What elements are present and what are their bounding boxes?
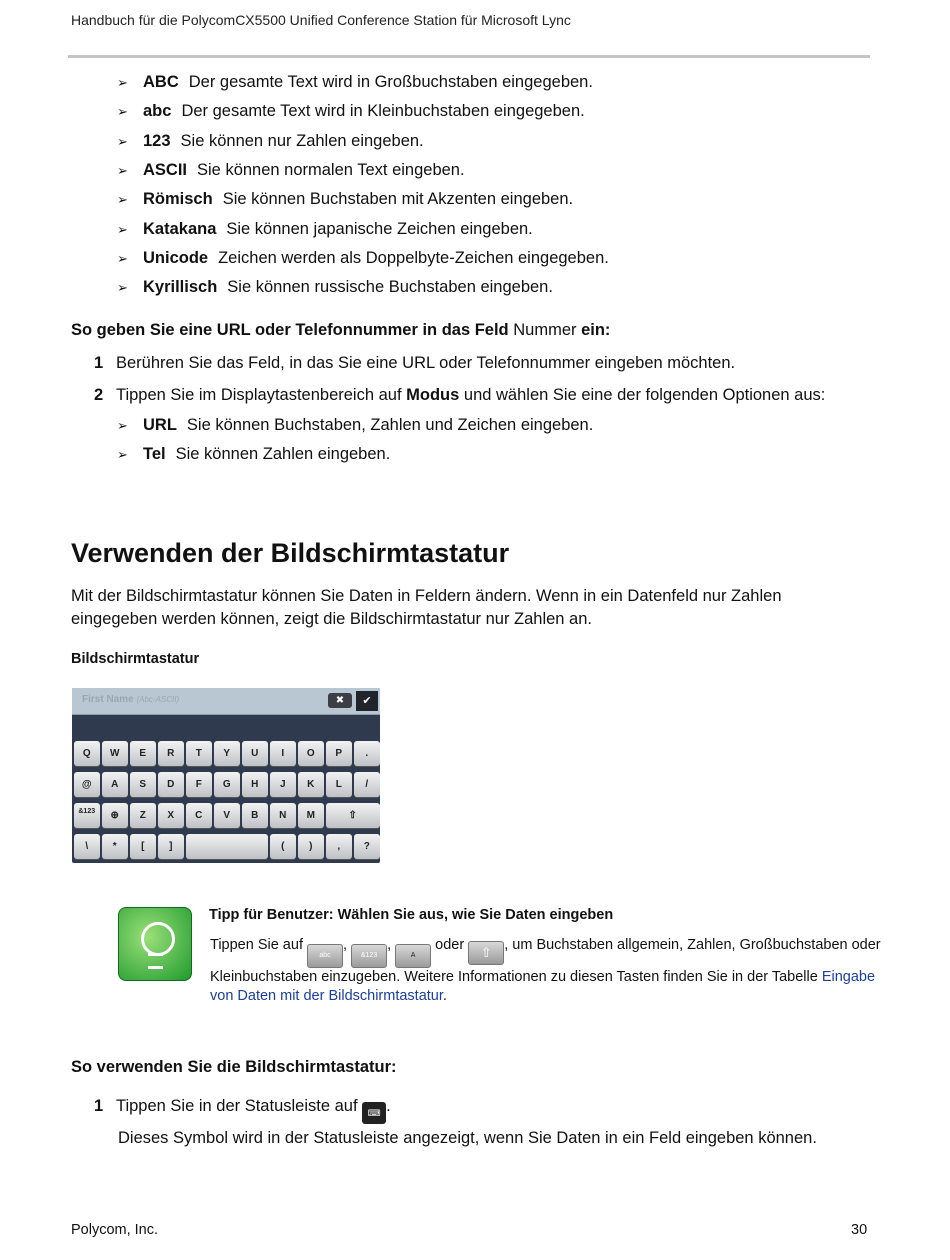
- input-placeholder: First Name (Abc-ASCII): [82, 694, 180, 705]
- step-text: Tippen Sie in der Statusleiste auf: [116, 1097, 358, 1115]
- mode-term: Kyrillisch: [143, 278, 218, 297]
- arrow-bullet-icon: ➢: [117, 418, 128, 433]
- keyboard-key: S: [130, 772, 156, 797]
- section-paragraph: Mit der Bildschirmtastatur können Sie Daten in Feldern ändern. Wenn in ein Datenfeld nur Zahlen eingegeben werden können, zeigt die Bildschirmtastatur nur Zahlen an.: [71, 587, 782, 628]
- url-heading-field: Nummer: [513, 321, 577, 339]
- keyboard-key: .: [354, 741, 380, 766]
- keyboard-key: B: [242, 803, 268, 828]
- tip-body: [210, 936, 900, 1006]
- mode-bullet: [117, 102, 585, 121]
- mode-term: Römisch: [143, 190, 213, 209]
- page-number: 30: [851, 1222, 868, 1238]
- number-key-icon: &123: [351, 944, 387, 968]
- mode-bullet: [117, 161, 465, 180]
- keyboard-key: H: [242, 772, 268, 797]
- keyboard-key: ): [298, 834, 324, 859]
- keyboard-key: P: [326, 741, 352, 766]
- arrow-bullet-icon: ➢: [117, 192, 128, 208]
- keyboard-key: *: [102, 834, 128, 859]
- figure-caption: Bildschirmtastatur: [71, 651, 200, 667]
- tip-text: , um Buchstaben allgemein, Zahlen, Großbuchstaben oder Kleinbuchstaben einzugeben. Weitere Informationen zu diesen Tasten finden Sie in der Tabelle: [210, 937, 881, 985]
- keyboard-key: ,: [326, 834, 352, 859]
- mode-bullet: [117, 278, 553, 297]
- keyboard-key: J: [270, 772, 296, 797]
- step-end: .: [386, 1097, 391, 1115]
- keyboard-key: /: [354, 772, 380, 797]
- keyboard-key: R: [158, 741, 184, 766]
- mode-term: Unicode: [143, 248, 209, 267]
- keyboard-key: \: [74, 834, 100, 859]
- keyboard-key: O: [298, 741, 324, 766]
- tip-sep: ,: [387, 937, 392, 953]
- keyboard-key: (: [270, 834, 296, 859]
- mode-term: Tel: [143, 445, 166, 464]
- backspace-icon: ✖: [328, 693, 352, 708]
- keyboard-key: ?: [354, 834, 380, 859]
- mode-bullet: [117, 73, 593, 92]
- mode-bullet: [117, 445, 390, 464]
- mode-term: URL: [143, 416, 177, 434]
- keyboard-key: W: [102, 741, 128, 766]
- mode-description: Sie können normalen Text eingeben.: [197, 160, 465, 179]
- shift-key-icon: ⇧: [468, 941, 504, 965]
- lightbulb-icon: [118, 907, 192, 981]
- keyboard-key: G: [214, 772, 240, 797]
- step-number: 1: [94, 1097, 104, 1115]
- mode-bullet: [117, 190, 573, 209]
- step-number: 1: [94, 354, 104, 372]
- keyboard-key: Z: [130, 803, 156, 828]
- mode-description: Der gesamte Text wird in Großbuchstaben eingegeben.: [188, 73, 593, 91]
- arrow-bullet-icon: ➢: [117, 447, 128, 463]
- mode-description: Sie können japanische Zeichen eingeben.: [226, 219, 533, 238]
- keyboard-key: T: [186, 741, 212, 766]
- keyboard-key: E: [130, 741, 156, 766]
- mode-bullet: [117, 132, 424, 151]
- keyboard-key: [186, 834, 268, 859]
- keyboard-icon: ⌨: [362, 1102, 386, 1124]
- arrow-bullet-icon: ➢: [117, 162, 128, 178]
- mode-description: Sie können Zahlen eingeben.: [175, 445, 391, 464]
- mode-term: abc: [143, 102, 172, 121]
- uppercase-key-icon: A: [395, 944, 431, 968]
- arrow-bullet-icon: ➢: [117, 104, 128, 120]
- running-header: Handbuch für die PolycomCX5500 Unified Conference Station für Microsoft Lync: [71, 12, 571, 28]
- arrow-bullet-icon: ➢: [117, 250, 128, 266]
- section-title: Verwenden der Bildschirmtastatur: [71, 538, 510, 568]
- url-step-1: [94, 354, 735, 373]
- tip-end: .: [442, 988, 447, 1004]
- step-text: Tippen Sie im Displaytastenbereich auf: [116, 386, 402, 404]
- keyboard-key: V: [214, 803, 240, 828]
- checkmark-icon: ✔: [356, 691, 378, 711]
- step-text: und wählen Sie eine der folgenden Optionen aus:: [463, 386, 826, 404]
- mode-term: Katakana: [143, 219, 217, 238]
- step-number: 2: [94, 386, 104, 404]
- mode-description: Zeichen werden als Doppelbyte-Zeichen eingegeben.: [218, 248, 609, 267]
- mode-bullet: [117, 249, 609, 268]
- keyboard-key: I: [270, 741, 296, 766]
- arrow-bullet-icon: ➢: [117, 280, 128, 296]
- mode-term: 123: [143, 131, 171, 150]
- keyboard-key: ⇧: [326, 803, 380, 828]
- keyboard-key: C: [186, 803, 212, 828]
- keyboard-key: ]: [158, 834, 184, 859]
- step-text: Berühren Sie das Feld, in das Sie eine URL oder Telefonnummer eingeben möchten.: [116, 354, 736, 372]
- url-step-2: [94, 386, 825, 405]
- keyboard-key: Q: [74, 741, 100, 766]
- mode-term: ABC: [143, 73, 179, 91]
- keyboard-key: F: [186, 772, 212, 797]
- use-heading: So verwenden Sie die Bildschirmtastatur:: [71, 1058, 397, 1076]
- footer-company: Polycom, Inc.: [71, 1222, 159, 1238]
- mode-description: Sie können russische Buchstaben eingeben.: [227, 278, 553, 297]
- tip-text: Tippen Sie auf: [210, 937, 303, 953]
- keyboard-key: U: [242, 741, 268, 766]
- keyboard-key: [: [130, 834, 156, 859]
- mode-bullet: [117, 220, 533, 239]
- mode-description: Sie können Buchstaben, Zahlen und Zeichen eingeben.: [186, 416, 594, 434]
- keyboard-key: @: [74, 772, 100, 797]
- url-heading-post: ein:: [581, 321, 611, 339]
- tip-text: oder: [435, 937, 465, 953]
- use-step-1: [94, 1097, 391, 1124]
- step-bold: Modus: [406, 386, 460, 404]
- mode-term: ASCII: [143, 160, 188, 179]
- mode-description: Der gesamte Text wird in Kleinbuchstaben eingegeben.: [181, 102, 585, 121]
- keyboard-key: Y: [214, 741, 240, 766]
- keyboard-key: &123: [74, 803, 100, 828]
- keyboard-key: N: [270, 803, 296, 828]
- keyboard-key: K: [298, 772, 324, 797]
- abc-key-icon: abc: [307, 944, 343, 968]
- mode-bullet: [117, 416, 593, 435]
- keyboard-key: A: [102, 772, 128, 797]
- arrow-bullet-icon: ➢: [117, 221, 128, 237]
- keyboard-key: M: [298, 803, 324, 828]
- keyboard-key: D: [158, 772, 184, 797]
- keyboard-key: L: [326, 772, 352, 797]
- keyboard-input-bar: [72, 688, 380, 715]
- arrow-bullet-icon: ➢: [117, 133, 128, 149]
- use-description: Dieses Symbol wird in der Statusleiste angezeigt, wenn Sie Daten in ein Feld eingeben können.: [118, 1129, 817, 1147]
- mode-description: Sie können nur Zahlen eingeben.: [180, 131, 424, 150]
- tip-title: Tipp für Benutzer: Wählen Sie aus, wie Sie Daten eingeben: [209, 907, 614, 923]
- url-heading: [71, 321, 610, 340]
- tip-sep: ,: [343, 937, 348, 953]
- keyboard-key: X: [158, 803, 184, 828]
- arrow-bullet-icon: ➢: [117, 75, 128, 90]
- url-heading-pre: So geben Sie eine URL oder Telefonnummer in das Feld: [71, 321, 509, 339]
- keyboard-key: ⊕: [102, 803, 128, 828]
- header-rule: [68, 55, 870, 58]
- onscreen-keyboard-image: [72, 688, 380, 863]
- mode-description: Sie können Buchstaben mit Akzenten eingeben.: [222, 190, 574, 209]
- table-link[interactable]: Eingabe von Daten mit der Bildschirmtastatur: [210, 969, 876, 1004]
